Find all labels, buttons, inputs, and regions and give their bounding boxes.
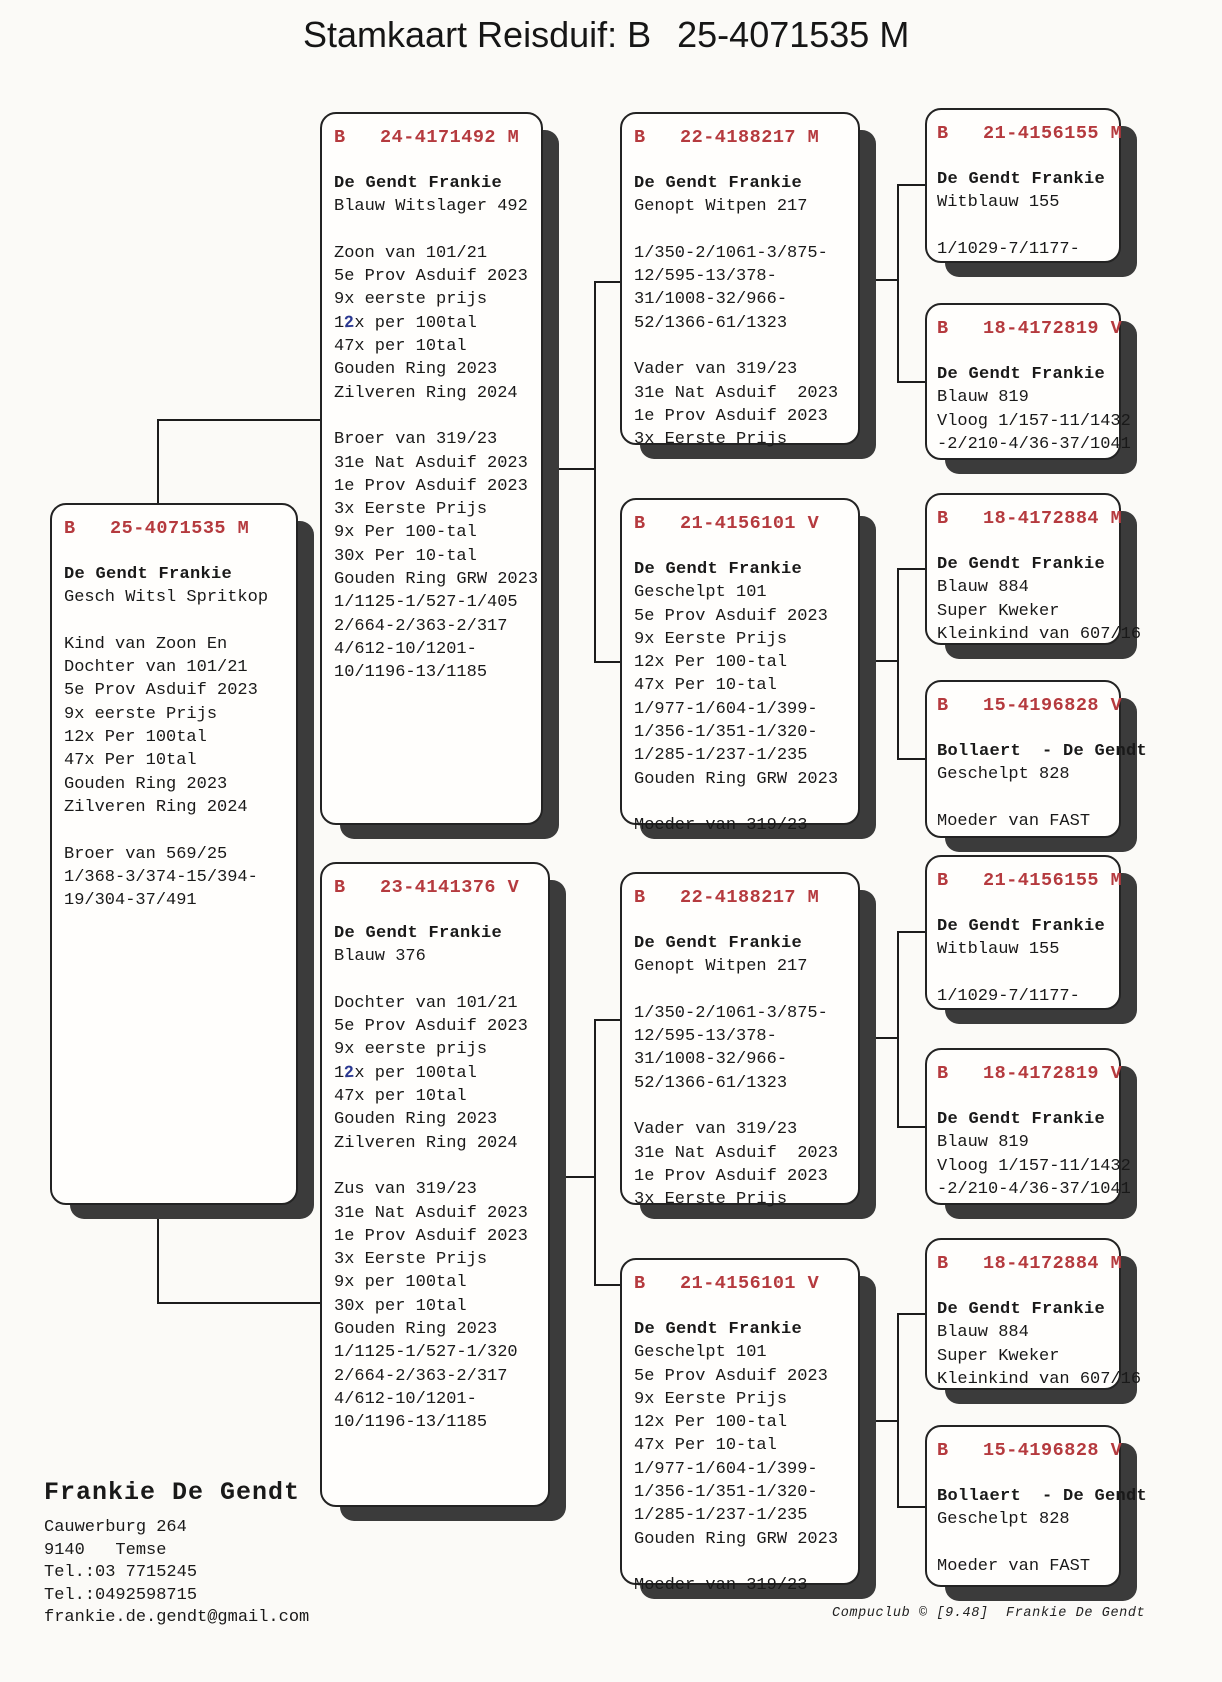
connector-line [859, 660, 899, 662]
pedigree-line: Vader van 319/23 [634, 360, 798, 380]
connector-line [897, 568, 926, 570]
pedigree-line [937, 1532, 1115, 1555]
country-band-letter: B [634, 513, 646, 534]
pedigree-line: Dochter van 101/21 [64, 658, 248, 678]
pedigree-box-ggm-bottom-2 [925, 1425, 1148, 1587]
connector-line [897, 758, 926, 760]
connector-line [594, 281, 596, 663]
pedigree-line: 1e Prov Asduif 2023 [334, 476, 528, 496]
country-band-letter: B [334, 127, 346, 148]
connector-line [897, 1126, 926, 1128]
owner-phone-line: Tel.:03 7715245 [44, 1563, 198, 1582]
pedigree-line: Moeder van 319/23 [634, 1576, 808, 1596]
pedigree-line: 31e Nat Asduif 2023 [334, 1203, 528, 1223]
pedigree-line: 3x Eerste Prijs [634, 1190, 788, 1210]
ring-header [937, 122, 1123, 145]
connector-line [897, 1506, 926, 1508]
pedigree-line [334, 219, 537, 242]
country-band-letter: B [634, 1273, 646, 1294]
pedigree-box-body [937, 1108, 1131, 1201]
country-band-letter: B [937, 123, 949, 144]
pedigree-line: 9x Per 100-tal [334, 523, 477, 543]
pedigree-line: 4/612-10/1201- [334, 639, 477, 659]
pedigree-line: -2/210-4/36-37/1041 [937, 434, 1131, 454]
pedigree-line: 12/595-13/378- [634, 1027, 777, 1047]
pedigree-line: De Gendt Frankie [937, 555, 1106, 574]
pedigree-line: Blauw 819 [937, 1133, 1029, 1153]
pedigree-line: De Gendt Frankie [634, 560, 803, 579]
pedigree-line: 12x Per 100-tal [634, 1413, 788, 1433]
owner-name: Frankie De Gendt [44, 1478, 301, 1507]
pedigree-box-body [334, 172, 537, 685]
connector-line [897, 568, 899, 760]
ring-number: 21-4156101 V [680, 1273, 820, 1294]
connector-line [897, 184, 899, 383]
pedigree-line: 1/356-1/351-1/320- [634, 1483, 818, 1503]
pedigree-line: 5e Prov Asduif 2023 [634, 606, 828, 626]
pedigree-line: 47x Per 10-tal [634, 676, 777, 696]
pedigree-line [634, 791, 854, 814]
pedigree-line: 5e Prov Asduif 2023 [634, 1366, 828, 1386]
pedigree-line: Super Kweker [937, 1346, 1060, 1366]
connector-line [897, 931, 926, 933]
pedigree-line: 47x Per 10-tal [634, 1436, 777, 1456]
connector-line [157, 420, 159, 504]
handwritten-correction: 2 [343, 313, 356, 334]
pedigree-box-ggm-top [925, 303, 1131, 460]
pedigree-box-ggf-top [925, 108, 1121, 263]
ring-number: 25-4071535 M [110, 518, 250, 539]
pedigree-line: 5e Prov Asduif 2023 [334, 1017, 528, 1037]
pedigree-line [634, 219, 854, 242]
country-band-letter: B [937, 870, 949, 891]
pedigree-line [334, 312, 537, 335]
pedigree-line: Vloog 1/157-11/1432 [937, 1156, 1131, 1176]
pedigree-line: 52/1366-61/1323 [634, 313, 788, 333]
pedigree-line: 9x eerste prijs [334, 290, 488, 310]
pedigree-line: 1/1125-1/527-1/320 [334, 1343, 518, 1363]
pedigree-line: -2/210-4/36-37/1041 [937, 1179, 1131, 1199]
pedigree-line: 2/664-2/363-2/317 [334, 616, 508, 636]
pedigree-line: 1/977-1/604-1/399- [634, 1459, 818, 1479]
connector-line [859, 1420, 899, 1422]
connector-line [594, 281, 621, 283]
pedigree-line: Moeder van FAST [937, 1556, 1091, 1576]
pedigree-line: 12/595-13/378- [634, 267, 777, 287]
ring-header [334, 876, 544, 899]
pedigree-box-ggf-bottom-2 [925, 1238, 1142, 1390]
ring-header [937, 1062, 1123, 1085]
pedigree-line: 9x eerste Prijs [64, 704, 218, 724]
pedigree-line: 9x per 100tal [334, 1273, 467, 1293]
connector-line [157, 419, 321, 421]
pedigree-line: 10/1196-13/1185 [334, 663, 488, 683]
pedigree-line: 47x per 10tal [334, 1087, 467, 1107]
pedigree-line: 19/304-37/491 [64, 891, 197, 911]
country-band-letter: B [937, 695, 949, 716]
pedigree-box-grandmother-2 [620, 1258, 860, 1596]
pedigree-line: Kleinkind van 607/16 [937, 1369, 1142, 1389]
pedigree-line: Gouden Ring 2023 [334, 1110, 498, 1130]
ring-header [64, 517, 292, 540]
pedigree-line: 1/977-1/604-1/399- [634, 699, 818, 719]
pedigree-line [937, 215, 1115, 238]
country-band-letter: B [634, 127, 646, 148]
ring-header [937, 507, 1123, 530]
pedigree-line: Witblauw 155 [937, 940, 1060, 960]
pedigree-line: Super Kweker [937, 601, 1060, 621]
pedigree-line [634, 1551, 854, 1574]
country-band-letter: B [64, 518, 76, 539]
pedigree-line: 1/368-3/374-15/394- [64, 867, 258, 887]
pedigree-line: 52/1366-61/1323 [634, 1073, 788, 1093]
pedigree-line: Gouden Ring GRW 2023 [634, 769, 839, 789]
pedigree-line: 1e Prov Asduif 2023 [634, 406, 828, 426]
pedigree-box-body [937, 1485, 1148, 1578]
ring-number: 18-4172819 V [983, 1063, 1123, 1084]
pedigree-line: Blauw Witslager 492 [334, 197, 528, 217]
ring-number: 18-4172884 M [983, 1253, 1123, 1274]
connector-line [897, 1313, 926, 1315]
pedigree-line: Gouden Ring 2023 [64, 774, 228, 794]
pedigree-line [634, 1095, 854, 1118]
pedigree-line: 12x Per 100-tal [634, 653, 788, 673]
pedigree-line: Geschelpt 828 [937, 765, 1070, 785]
pedigree-line: Genopt Witpen 217 [634, 197, 808, 217]
pedigree-line: De Gendt Frankie [334, 924, 503, 943]
pedigree-box-body [937, 363, 1131, 456]
owner-address-line: 9140 Temse [44, 1540, 167, 1560]
ring-number: 24-4171492 M [380, 127, 520, 148]
text-segment: x per 100tal [354, 1063, 477, 1083]
pedigree-line: 1/285-1/237-1/235 [634, 1506, 808, 1526]
ring-header [937, 869, 1123, 892]
pedigree-line: 1/356-1/351-1/320- [634, 723, 818, 743]
pedigree-line: Bollaert - De Gendt [937, 1487, 1148, 1506]
pedigree-line: Geschelpt 828 [937, 1510, 1070, 1530]
pedigree-line: Blauw 376 [334, 947, 426, 967]
connector-line [897, 184, 926, 186]
ring-header [634, 512, 854, 535]
pedigree-box-body [634, 932, 854, 1212]
pedigree-line: Witblauw 155 [937, 193, 1060, 213]
pedigree-line: De Gendt Frankie [937, 1110, 1106, 1129]
pedigree-line [937, 962, 1115, 985]
ring-number: 22-4188217 M [680, 887, 820, 908]
country-band-letter: B [937, 508, 949, 529]
pedigree-box-mother [320, 862, 550, 1507]
pedigree-line [334, 969, 544, 992]
pedigree-line: De Gendt Frankie [937, 365, 1106, 384]
pedigree-line [937, 787, 1115, 810]
pedigree-line: 2/664-2/363-2/317 [334, 1366, 508, 1386]
ring-number: 23-4141376 V [380, 877, 520, 898]
connector-line [859, 1037, 899, 1039]
pedigree-box-body [937, 553, 1142, 646]
pedigree-line: Broer van 319/23 [334, 430, 498, 450]
pedigree-box-body [937, 1298, 1142, 1391]
pedigree-box-ggm-bottom [925, 680, 1148, 838]
pedigree-line: Vloog 1/157-11/1432 [937, 411, 1131, 431]
connector-line [594, 661, 621, 663]
pedigree-line: Blauw 819 [937, 388, 1029, 408]
pedigree-line: 1e Prov Asduif 2023 [334, 1226, 528, 1246]
pedigree-line: 1/350-2/1061-3/875- [634, 243, 828, 263]
pedigree-line: De Gendt Frankie [634, 174, 803, 193]
pedigree-box-subject [50, 503, 298, 1205]
pedigree-box-body [334, 922, 544, 1435]
ring-header [634, 886, 854, 909]
page-title [303, 14, 909, 56]
ring-number: 18-4172819 V [983, 318, 1123, 339]
pedigree-line: Zilveren Ring 2024 [64, 797, 248, 817]
connector-line [594, 1019, 621, 1021]
pedigree-line: 12x Per 100tal [64, 728, 207, 748]
pedigree-box-father [320, 112, 543, 825]
pedigree-box-grandmother [620, 498, 860, 836]
country-band-letter: B [937, 1440, 949, 1461]
ring-number: 15-4196828 V [983, 1440, 1123, 1461]
pedigree-box-body [937, 740, 1148, 833]
connector-line [542, 468, 596, 470]
pedigree-line: Gouden Ring 2023 [334, 360, 498, 380]
pedigree-line: 1/350-2/1061-3/875- [634, 1003, 828, 1023]
pedigree-line [64, 610, 292, 633]
pedigree-line: 3x Eerste Prijs [634, 430, 788, 450]
pedigree-box-body [64, 563, 292, 912]
pedigree-line: 10/1196-13/1185 [334, 1413, 488, 1433]
ring-number: 22-4188217 M [680, 127, 820, 148]
pedigree-line: Vader van 319/23 [634, 1120, 798, 1140]
pedigree-line: 1e Prov Asduif 2023 [634, 1166, 828, 1186]
pedigree-line: Geschelpt 101 [634, 583, 767, 603]
footer-credit: Compuclub © [9.48] Frankie De Gendt [832, 1606, 1146, 1621]
connector-line [157, 1204, 159, 1304]
ring-header [937, 317, 1123, 340]
pedigree-line: Zoon van 101/21 [334, 243, 488, 263]
country-band-letter: B [334, 877, 346, 898]
pedigree-line: Moeder van FAST [937, 811, 1091, 831]
connector-line [897, 931, 899, 1128]
pedigree-line [334, 1062, 544, 1085]
text-segment: 1 [334, 313, 345, 333]
pedigree-line: Gouden Ring GRW 2023 [634, 1529, 839, 1549]
connector-line [897, 1313, 899, 1508]
pedigree-line: 30x per 10tal [334, 1296, 467, 1316]
ring-number: 21-4156155 M [983, 123, 1123, 144]
pedigree-line: Geschelpt 101 [634, 1343, 767, 1363]
pedigree-line: Zilveren Ring 2024 [334, 1133, 518, 1153]
pedigree-line: 47x Per 10tal [64, 751, 197, 771]
pedigree-line: 5e Prov Asduif 2023 [334, 267, 528, 287]
pedigree-line: Broer van 569/25 [64, 844, 228, 864]
pedigree-box-body [937, 168, 1115, 261]
pedigree-line: 9x eerste prijs [334, 1040, 488, 1060]
owner-email: frankie.de.gendt@gmail.com [44, 1608, 310, 1627]
ring-number: 21-4156101 V [680, 513, 820, 534]
pedigree-line [64, 819, 292, 842]
page-title-prefix: Stamkaart Reisduif: B [303, 14, 652, 55]
ring-header [634, 1272, 854, 1295]
owner-address-line: Cauwerburg 264 [44, 1518, 187, 1537]
country-band-letter: B [937, 1063, 949, 1084]
pedigree-line: 47x per 10tal [334, 337, 467, 357]
pedigree-line: 3x Eerste Prijs [334, 1250, 488, 1270]
pedigree-line: 31/1008-32/966- [634, 1050, 788, 1070]
ring-number: 21-4156155 M [983, 870, 1123, 891]
pedigree-box-body [937, 915, 1115, 1008]
pedigree-box-ggf-top-2 [925, 855, 1121, 1010]
pedigree-line: Zilveren Ring 2024 [334, 383, 518, 403]
ring-header [334, 126, 537, 149]
ring-header [937, 1252, 1123, 1275]
pedigree-box-ggm-top-2 [925, 1048, 1131, 1205]
pedigree-line: 1/285-1/237-1/235 [634, 746, 808, 766]
pedigree-line: 1/1125-1/527-1/405 [334, 593, 518, 613]
pedigree-line: Gouden Ring 2023 [334, 1320, 498, 1340]
country-band-letter: B [937, 1253, 949, 1274]
pedigree-line: Zus van 319/23 [334, 1180, 477, 1200]
pedigree-line: Dochter van 101/21 [334, 993, 518, 1013]
pedigree-line: Bollaert - De Gendt [937, 742, 1148, 761]
pedigree-line: Genopt Witpen 217 [634, 957, 808, 977]
text-segment: 1 [334, 1063, 345, 1083]
ring-header [937, 694, 1123, 717]
pedigree-line [334, 1155, 544, 1178]
pedigree-box-grandfather [620, 112, 860, 450]
pedigree-line: Blauw 884 [937, 578, 1029, 598]
owner-block [44, 1478, 309, 1630]
ring-header [634, 126, 854, 149]
connector-line [594, 1284, 621, 1286]
pedigree-line [634, 335, 854, 358]
text-segment: x per 100tal [354, 313, 477, 333]
pedigree-line: De Gendt Frankie [334, 174, 503, 193]
pedigree-line: 5e Prov Asduif 2023 [64, 681, 258, 701]
pedigree-line: 31e Nat Asduif 2023 [334, 453, 528, 473]
pedigree-line: 3x Eerste Prijs [334, 500, 488, 520]
pedigree-line: 1/1029-7/1177- [937, 986, 1080, 1006]
pedigree-line: De Gendt Frankie [64, 565, 233, 584]
handwritten-correction: 2 [343, 1063, 356, 1084]
connector-line [157, 1302, 321, 1304]
pedigree-line [334, 405, 537, 428]
connector-line [594, 1019, 596, 1286]
pedigree-line: 31/1008-32/966- [634, 290, 788, 310]
pedigree-line: De Gendt Frankie [937, 917, 1106, 936]
pedigree-line: De Gendt Frankie [634, 1320, 803, 1339]
pedigree-line: 9x Eerste Prijs [634, 629, 788, 649]
pedigree-line: 30x Per 10-tal [334, 546, 477, 566]
pedigree-line: De Gendt Frankie [937, 170, 1106, 189]
pedigree-line [634, 979, 854, 1002]
pedigree-line: Gouden Ring GRW 2023 [334, 570, 539, 590]
owner-phone-line: Tel.:0492598715 [44, 1585, 198, 1605]
pedigree-line: 4/612-10/1201- [334, 1389, 477, 1409]
pedigree-line: Gesch Witsl Spritkop [64, 588, 269, 608]
ring-header [937, 1439, 1123, 1462]
pedigree-line: 31e Nat Asduif 2023 [634, 383, 839, 403]
pedigree-box-body [634, 558, 854, 838]
pedigree-line: De Gendt Frankie [634, 934, 803, 953]
pedigree-line: Blauw 884 [937, 1323, 1029, 1343]
pedigree-line: 9x Eerste Prijs [634, 1389, 788, 1409]
pedigree-line: Kleinkind van 607/16 [937, 624, 1142, 644]
pedigree-line: 1/1029-7/1177- [937, 239, 1080, 259]
connector-line [549, 1176, 596, 1178]
pedigree-line: Kind van Zoon En [64, 634, 228, 654]
pedigree-box-body [634, 172, 854, 452]
country-band-letter: B [937, 318, 949, 339]
pedigree-line: 31e Nat Asduif 2023 [634, 1143, 839, 1163]
page-title-ring: 25-4071535 M [677, 14, 910, 55]
pedigree-line: Moeder van 319/23 [634, 816, 808, 836]
pedigree-box-grandfather-2 [620, 872, 860, 1210]
connector-line [859, 279, 899, 281]
ring-number: 18-4172884 M [983, 508, 1123, 529]
pedigree-line: De Gendt Frankie [937, 1300, 1106, 1319]
country-band-letter: B [634, 887, 646, 908]
pedigree-box-ggf-bottom [925, 493, 1142, 645]
pedigree-box-body [634, 1318, 854, 1598]
connector-line [897, 381, 926, 383]
ring-number: 15-4196828 V [983, 695, 1123, 716]
